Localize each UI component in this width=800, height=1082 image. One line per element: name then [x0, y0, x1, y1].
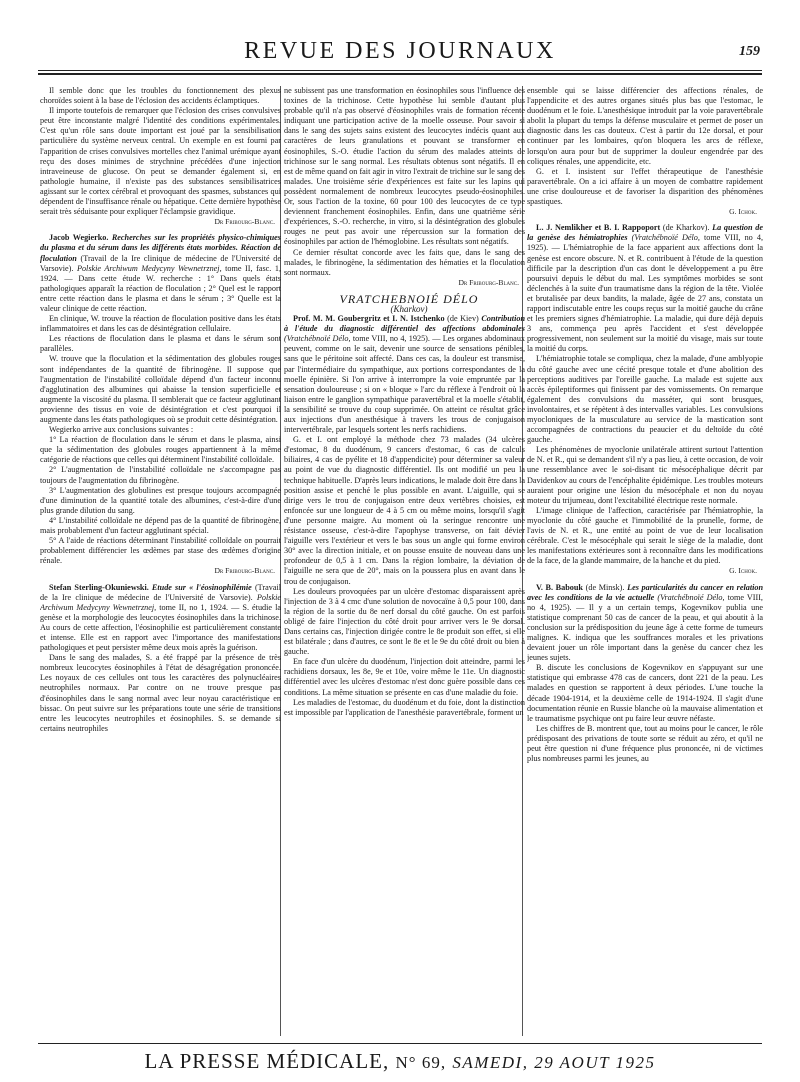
article-text: tome II, fasc. 1, 1924. — Dans cette étude W. recherche : 1° Dans quels états pathologiques apparaît la réaction de floculation ; 2° Quel est le rapport entre cette réaction dans le plasma et dans le sérum ; 3° Quelle est la valeur clinique de cette réaction.: [40, 263, 281, 313]
paragraph: Dans le sang des malades, S. a été frappé par la présence de très nombreux leucocytes éosinophiles à l'état de désagrégation prononcée. Les noyaux de ces cellules ont tous les caractères des polynucléaires neutrophiles normaux. Par contre on ne trouve presque pas d'éosinophiles dans le sang normal avec leur noyau caractéristique en bissac. On peut suivre sur les préparations toute une série de transitions entre les leucocytes neutrophiles et éosinophiles. S. se demande si certains neutrophiles: [40, 653, 281, 733]
article-text: tome VIII, no 4, 1925). — Les organes abdominaux peuvent, comme on le sait, devenir une source de sensations pénibles, sans que le péritoine soit affecté. Dans ces cas, la douleur est transmise, par l'intermédiaire du sympathique, aux portions correspondantes de la moelle épinière. Si l'on arrive à interrompre la voie empruntée par la sensation douloureuse ; si on « bloque » l'arc du réflexe à l'endroit où la liaison entre le ganglion sympathique paravertébral et la moelle s'établit, la sensibilité se trouve du coup supprimée. On atteint ce résultat grâce aux injections d'un anesthésique à travers les trous de conjugaison intervertébrale, par lesquels sortent les nerfs rachidiens.: [284, 334, 525, 435]
conclusion-item: 2° L'augmentation de l'instabilité colloïdale ne s'accompagne pas toujours de l'augmentation du fibrinogène.: [40, 465, 281, 485]
article-author: V. B. Babouk: [536, 582, 583, 592]
article-source: (Travail de la Ire clinique de médecine de l'Université de Varsovie).: [40, 582, 281, 602]
paragraph: G. et I. insistent sur l'effet thérapeutique de l'anesthésie paravertébrale. On a ici affaire à un moyen de combattre rapidement une crise douloureuse et de favoriser la disparition des phénomènes spastiques.: [527, 166, 763, 207]
article-babouk: [527, 583, 763, 664]
article-author: L. J. Nemlikher et B. I. Rappoport: [536, 223, 661, 233]
footer-journal: LA PRESSE MÉDICALE,: [144, 1049, 390, 1073]
journal-section-title: VRATCHEBNOIÉ DÉLO: [339, 291, 479, 306]
article-text: tome VIII, no 4, 1925). — Il y a un certain temps, Kogevnikov publia une statistique comprenant 50 cas de cancer de la peau, et qui aboutit à la conclusion sur la prédisposition du jeune âge à cette forme de tumeurs malignes. K. indiqua que les souffrances morales et les privations devaient jouer un rôle important dans la genèse du cancer chez les jeunes sujets.: [527, 592, 763, 663]
paragraph: Il importe toutefois de remarquer que l'éclosion des crises convulsives peut être inconstante malgré l'identité des conditions expérimentales. C'est qu'un rôle sans doute important est joué par la sensibilisation particulière du système nerveux central. Un exemple en est fourni par l'apparition de crises convulsives mortelles chez l'animal urémique ayant reçu des doses minimes de strychnine précédées d'une injection intraveineuse de glucose. On peut se demander également si, en pathologie humaine, il n'existe pas des substances sensibilisatrices agissant sur le cortex cérébral et provoquant des spasmes, substances qui dépendent de l'insuffisance rénale ou hépatique. Cette dernière hypothèse serait très séduisante pour expliquer l'éclampsie gravidique.: [40, 106, 281, 217]
article-title: La question de la genèse des hémiatrophies: [527, 223, 763, 243]
signature: G. Ichok.: [729, 207, 757, 217]
footer-issue: N° 69,: [395, 1053, 447, 1072]
signature: G. Ichok.: [729, 566, 757, 576]
article-title: Contribution à l'étude du diagnostic différentiel des affections abdominales: [284, 314, 525, 334]
article-text: tome II, no 1, 1924. — S. étudie la genèse et la morphologie des leucocytes éosinophiles dans la trichinose. Au cours de cette affection, l'éosinophilie est particulièrement constante et intense. Elle est en rapport avec l'importance des manifestations pathologiques et peut persister même deux mois après la guérison.: [40, 602, 281, 653]
journal-name: (Vratchébnoïé Délo,: [657, 592, 725, 602]
paragraph: Les phénomènes de myoclonie unilatérale attirent surtout l'attention de N. et R., qui se demandent s'il n'y a pas lieu, à cette occasion, de voir une ressemblance avec le soi-disant tic mésocéphalique décrit par Davidenkov au cours de l'encéphalite épidémique. Les troubles moteurs auraient pour origine une lésion du mésocéphale et non du noyau moteur du trijumeau, dont l'excitabilité électrique reste normale.: [527, 445, 763, 505]
article-affiliation: (de Kharkov).: [662, 223, 710, 233]
paragraph: ne subissent pas une transformation en éosinophiles sous l'influence des toxines de la trichinose. Cette hypothèse lui semble d'autant plus probable qu'il n'a pas observé d'éosinophiles vrais de formation récente indiquant une participation active de la moelle osseuse. Pour savoir si dans le sang des sujets sains existent des leucocytes indécis quant aux caractères de leurs granulations et pouvant se transformer en éosinophiles, S.-O. étudie l'action du sérum des malades atteints de trichinose sur le sang normal. Les résultats obtenus sont négatifs. Il en est de même quand on fait agir in vitro l'extrait de trichine sur le sang des malades. Une troisième série d'expériences est faite sur les lapins qui possèdent normalement de nombreux leucocytes pseudo-éosinophiles. Or, sous l'action de la toxine, 60 pour 100 des leucocytes de ce type deviennent franchement éosinophiles. Enfin, dans une quatrième série d'expériences, S.-O. recherche, in vitro, si la désintégration des globules rouges ne peut pas avoir une répercussion sur la formation des éosinophiles par action de l'hémoglobine. Les résultats sont négatifs.: [284, 86, 525, 247]
column-3: [527, 86, 763, 1036]
paragraph: G. et I. ont employé la méthode chez 73 malades (34 ulcères d'estomac, 8 du duodénum, 9 cancers d'estomac, 6 cas de calculs biliaires, 4 cas de pyélite et 18 d'appendicite) pour déterminer sa valeur au point de vue du diagnostic différentiel. Ils ont modifié un peu la technique habituelle. D'après leurs indications, le malade doit être dans la position assise et penché le plus possible en avant. L'aiguille, qui se dirige vers le trou de conjugaison entre deux vertèbres choisies, est enfoncée sur une longueur de 4 à 5 cm ou même moins, lorsqu'il s'agit d'une personne maigre. Au moment où la seringue rencontre une résistance osseuse, c'est-à-dire l'apophyse transverse, on fait dévier l'aiguille vers l'extérieur et vers le bas sous un angle qui forme environ 30° avec la direction initiale, et on pousse ensuite de nouveau dans une profondeur de 0,5 à 1 cm. Dans la région lombaire, la déviation de l'aiguille ne sera que de 20°, mais on la poussera plus en avant dans le trou de conjugaison.: [284, 435, 525, 586]
paragraph: Les douleurs provoquées par un ulcère d'estomac disparaissent après l'injection de 3 à 4 cmc d'une solution de novocaïne à 0,5 pour 100, dans la région de la sortie du 8e nerf dorsal du côté gauche. On est parfois obligé de faire l'injection du côté droit pour arriver vers le 9e dorsal. Dans certains cas, l'injection dirigée contre le 8e produit son effet, si elle est bilatérale ; dans d'autres, ce sont le 8e et le 9e du côté droit ou bien à gauche.: [284, 586, 525, 657]
article-title: Les particularités du cancer en relation avec les conditions de la vie actuelle: [527, 582, 763, 602]
footer-rule: [38, 1043, 762, 1044]
article-goubergritz: [284, 314, 525, 435]
conclusion-item: 4° L'instabilité colloïdale ne dépend pas de la quantité de fibrinogène, mais probablement d'un facteur agglutinant spécial.: [40, 515, 281, 536]
paragraph: W. trouve que la floculation et la sédimentation des globules rouges sont indépendantes de la quantité de fibrinogène. Il suppose que l'augmentation de l'instabilité colloïdale dépend d'un facteur inconnu d'agglutination des albumines qui abaisse la tension superficielle et augmente la viscosité du plasma. Il semblerait que ce facteur agglutinant provienne des tissus en voie de désintégration et c'est pourquoi il augmente dans les états pathologiques où se produit cette désintégration.: [40, 354, 281, 424]
page-footer: [0, 1049, 800, 1074]
journal-name: (Vratchébnoïé Délo,: [284, 334, 351, 344]
paragraph: L'hémiatrophie totale se compliqua, chez la malade, d'une amblyopie du côté gauche avec une cécité presque totale et d'une abolition des perceptions auditives par l'oreille gauche. La malade est sujette aux accès épileptiformes qui finissent par des vomissements. On remarque également des convulsions du masséter, qui sont brusques, involontaires, et se répètent à des intervalles variables. Les convulsions myocloniques de la musculature au service de la mastication sont accompagnées de contractions du peaucier et du deltoïde du côté gauche.: [527, 354, 763, 445]
article-sterling: [40, 583, 281, 654]
article-nemlikher: [527, 223, 763, 354]
article-source: (Travail de la Ire clinique de médecine de l'Université de Varsovie).: [40, 253, 281, 273]
page-number: 159: [739, 44, 760, 59]
article-author: Jacob Wegierko.: [49, 233, 109, 243]
journal-name: Polskie Archiwum Medycyny Wewnetrznej,: [40, 592, 281, 612]
column-1: [40, 86, 281, 1036]
paragraph: ensemble qui se laisse différencier des affections rénales, de l'appendicite et des autres organes situés plus bas que l'estomac, le duodénum et le foie. L'anesthésique introduit par la voie paravertébrale abolit la plupart du temps la défense musculaire et permet de poser un diagnostic dans les cas douteux. C'est à partir du 12e dorsal, et pour continuer par les lombaires, qu'on bloquera les arcs de réflexe, lorsqu'on aura pour but de supprimer la douleur engendrée par des coliques rénales, une appendicite, etc.: [527, 86, 763, 166]
journal-section-place: (Kharkov): [390, 303, 428, 314]
paragraph: Ce dernier résultat concorde avec les faits que, dans le sang des malades, le fibrinogène, la sédimentation des hématies et la floculation sont normaux.: [284, 247, 525, 277]
article-text: tome VIII, no 4, 1925). — L'hémiatrophie de la face apparient aux affections dont la genèse est encore obscure. N. et R. contribuent à l'étude de la question difficile par la description d'un cas dont le développement a pu être poursuivi depuis le début du mal. Les symptômes morbides se sont déclenchés à la suite d'un traumatisme dans la région de la tête. Violée et brutalisée par deux bandits, la malade, âgée de 27 ans, constata un rapport indiscutable entre les coups reçus sur la moitié gauche du crâne et les premiers signes d'hémiatrophie. La maladie, qui dure déjà depuis 3 ans, commença peu après l'accident et s'est développée progressivement, non seulement sur la moitié du visage, mais sur toute la moitié du corps.: [527, 233, 763, 354]
header-rule: [38, 70, 762, 71]
article-title: Etude sur « l'éosinophilémie: [151, 582, 252, 592]
conclusion-item: 3° L'augmentation des globulines est presque toujours accompagnée d'une diminution de la quantité totale des albumines, c'est-à-dire d'une plus grande dilution du sang.: [40, 485, 281, 515]
signature: Dr Fribourg-Blanc.: [214, 566, 275, 576]
paragraph: Les maladies de l'estomac, du duodénum et du foie, dont la distinction est impossible par l'application de l'anesthésie paravertébrale, forment un: [284, 697, 525, 717]
journal-name: Polskie Archiwum Medycyny Wewnetrznej,: [76, 263, 222, 273]
page-title: REVUE DES JOURNAUX: [244, 38, 556, 64]
signature: Dr Fribourg-Blanc.: [458, 277, 519, 287]
header-rule-thick: [38, 73, 762, 75]
article-affiliation: (de Minsk).: [585, 582, 625, 592]
footer-date: SAMEDI, 29 AOUT 1925: [452, 1053, 656, 1072]
article-title: Recherches sur les propriétés physico-chimiques du plasma et du sérum dans les différents états morbides. Réaction de floculation: [40, 233, 281, 263]
article-author: Prof. M. M. Goubergritz et I. N. Istchenko: [293, 314, 445, 324]
paragraph: Il semble donc que les troubles du fonctionnement des plexus choroïdes soient à la base de l'éclosion des accidents éclamptiques.: [40, 86, 281, 106]
article-affiliation: (de Kiev): [447, 314, 479, 324]
article-wegierko: [40, 233, 281, 314]
paragraph: L'image clinique de l'affection, caractérisée par l'hémiatrophie, la myoclonie du côté gauche et l'immobilité de la prunelle, forme, de l'avis de N. et R., une entité au point de vue de leur localisation cérébrale. C'est le mésocéphale qui serait le siège de la maladie, dont les manifestations extérieures sont à reconnaître dans les modifications de la face, de la glande mammaire, de la hanche et du pied.: [527, 505, 763, 566]
column-2: [284, 86, 525, 1036]
paragraph: Wegierko arrive aux conclusions suivantes :: [49, 425, 194, 435]
paragraph: En clinique, W. trouve la réaction de floculation positive dans les états inflammatoires et dans les cas de désintégration cellulaire.: [40, 314, 281, 334]
paragraph: Les réactions de floculation dans le plasma et dans le sérum sont parallèles.: [40, 334, 281, 354]
signature: Dr Fribourg-Blanc.: [214, 217, 275, 227]
paragraph: B. discute les conclusions de Kogevnikov en s'appuyant sur une statistique qui embrasse 478 cas de cancers, dont 221 de la peau. Les malades en question se rapportent à deux périodes. L'une touche la décade 1904-1914, et la deuxième celle de 1914-1924. Il s'agit d'une documentation réunie en Russie blanche où la mauvaise alimentation et le traumatisme psychique ont pu faire leur œuvre néfaste.: [527, 663, 763, 723]
conclusion-item: 5° A l'aide de réactions déterminant l'instabilité colloïdale on pourrait probablement différencier les œdèmes par stase des œdèmes d'origine rénale.: [40, 536, 281, 566]
conclusion-item: 1° La réaction de floculation dans le sérum et dans le plasma, ainsi que la sédimentation des globules rouges appartiennent à la même catégorie de réactions que celles qui déterminent l'instabilité colloïdale.: [40, 435, 281, 465]
article-author: Stefan Sterling-Okuniewski.: [49, 582, 149, 592]
paragraph: Les chiffres de B. montrent que, tout au moins pour le cancer, le rôle prédisposant des privations de toute sorte se réduit au zéro, et qu'il ne peut être question ni d'une fréquence plus prononcée, ni de victimes plus nombreuses parmi les jeunes, au: [527, 723, 763, 764]
journal-name: (Vratchébnoïé Délo,: [631, 233, 700, 243]
paragraph: En face d'un ulcère du duodénum, l'injection doit atteindre, parmi les rachidiens dorsaux, les 8e, 9e et 10e, voire même le 11e. Un diagnostic différentiel avec les ulcères d'estomac n'est donc guère possible dans ces conditions. La même situation se présente en cas d'une maladie du foie.: [284, 657, 525, 697]
